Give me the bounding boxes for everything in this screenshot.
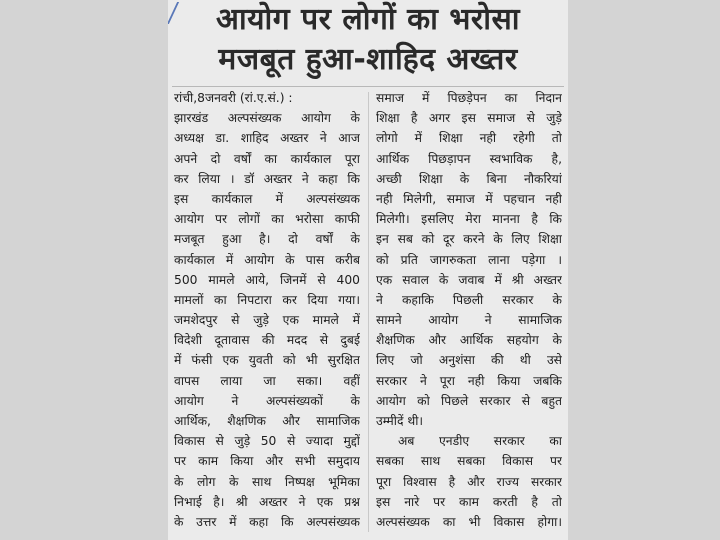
column-divider: [368, 92, 369, 532]
body-line: विकास से जुड़े 50 से ज्यादा मुद्दों: [174, 434, 360, 449]
body-line: आयोग पर लोगों का भरोसा काफी: [174, 212, 360, 227]
body-line: आर्थिक पिछड़ापन स्वभाविक है,: [376, 151, 562, 166]
right-column: [376, 88, 562, 532]
body-line: नही मिलेगी, समाज में पहचान नही: [376, 191, 562, 206]
left-column: [174, 88, 360, 532]
body-line: आयोग ने अल्पसंख्यकों के: [174, 393, 360, 408]
body-line: अपने दो वर्षों का कार्यकाल पूरा: [174, 151, 360, 166]
body-line: आयोग को पिछले सरकार से बहुत: [376, 393, 562, 408]
body-line: शैक्षणिक और आर्थिक सहयोग के: [376, 333, 562, 348]
body-line: में फंसी एक युवती को भी सुरक्षित: [174, 353, 360, 368]
headline-rule: [172, 86, 564, 87]
body-line: जमशेदपुर से जुड़े एक मामले में: [174, 313, 360, 328]
headline-line-2: मजबूत हुआ-शाहिद अख्तर: [218, 42, 518, 77]
body-line: विदेशी दूतावास की मदद से दुबई: [174, 333, 360, 348]
body-line: एक सवाल के जवाब में श्री अख्तर: [376, 272, 562, 287]
body-line: लिए जो अनुशंसा की थी उसे: [376, 353, 562, 368]
body-line: अध्यक्ष डा. शाहिद अख्तर ने आज: [174, 131, 360, 146]
body-line: इन सब को दूर करने के लिए शिक्षा: [376, 232, 562, 247]
body-line: रांची,8जनवरी (रां.ए.सं.) :: [174, 91, 293, 105]
body-line: कर लिया । डॉ अख्तर ने कहा कि: [174, 171, 360, 186]
body-line: समाज में पिछड़ेपन का निदान: [376, 91, 562, 105]
body-line: मिलेगी। इसलिए मेरा मानना है कि: [376, 212, 562, 227]
body-line: आर्थिक, शैक्षणिक और सामाजिक: [174, 414, 360, 428]
body-line: सामने आयोग ने सामाजिक: [376, 313, 562, 328]
body-line: कार्यकाल में आयोग के पास करीब: [174, 252, 360, 267]
body-line: इस नारे पर काम करती है तो: [376, 494, 562, 509]
body-line: सबका साथ सबका विकास पर: [376, 454, 562, 469]
body-line: ने कहाकि पिछली सरकार के: [376, 292, 562, 307]
body-line: लोगो में शिक्षा नही रहेगी तो: [376, 131, 562, 146]
body-line: अच्छी शिक्षा के बिना नौकरियां: [376, 171, 562, 186]
body-line: को प्रति जागरुकता लाना पड़ेगा ।: [376, 252, 562, 267]
body-line: शिक्षा है अगर इस समाज से जुड़े: [376, 111, 562, 126]
body-line: झारखंड अल्पसंख्यक आयोग के: [174, 111, 360, 126]
body-line: इस कार्यकाल में अल्पसंख्यक: [174, 191, 360, 206]
body-line: सरकार ने पूरा नही किया जबकि: [376, 373, 562, 388]
body-line: पर काम किया और सभी समुदाय: [174, 454, 360, 469]
body-line: वापस लाया जा सका। वहीं: [174, 373, 360, 388]
body-line: पूरा विश्वास है और राज्य सरकार: [376, 474, 562, 489]
headline-line-1: आयोग पर लोगों का भरोसा: [215, 2, 521, 37]
body-line: अब एनडीए सरकार का: [398, 434, 562, 449]
body-line: निभाई है। श्री अख्तर ने एक प्रश्न: [174, 494, 360, 509]
body-line: के उत्तर में कहा कि अल्पसंख्यक: [174, 514, 360, 529]
body-line: मामलों का निपटारा कर दिया गया।: [174, 292, 360, 307]
newspaper-clipping: [168, 0, 568, 540]
body-line: अल्पसंख्यक का भी विकास होगा।: [376, 514, 562, 529]
body-line: मजबूत हुआ है। दो वर्षों के: [174, 232, 360, 247]
body-line: उम्मीदें थी।: [376, 414, 424, 428]
body-line: के लोग के साथ निष्पक्ष भूमिका: [174, 474, 360, 489]
body-line: 500 मामले आये, जिनमें से 400: [174, 272, 360, 287]
